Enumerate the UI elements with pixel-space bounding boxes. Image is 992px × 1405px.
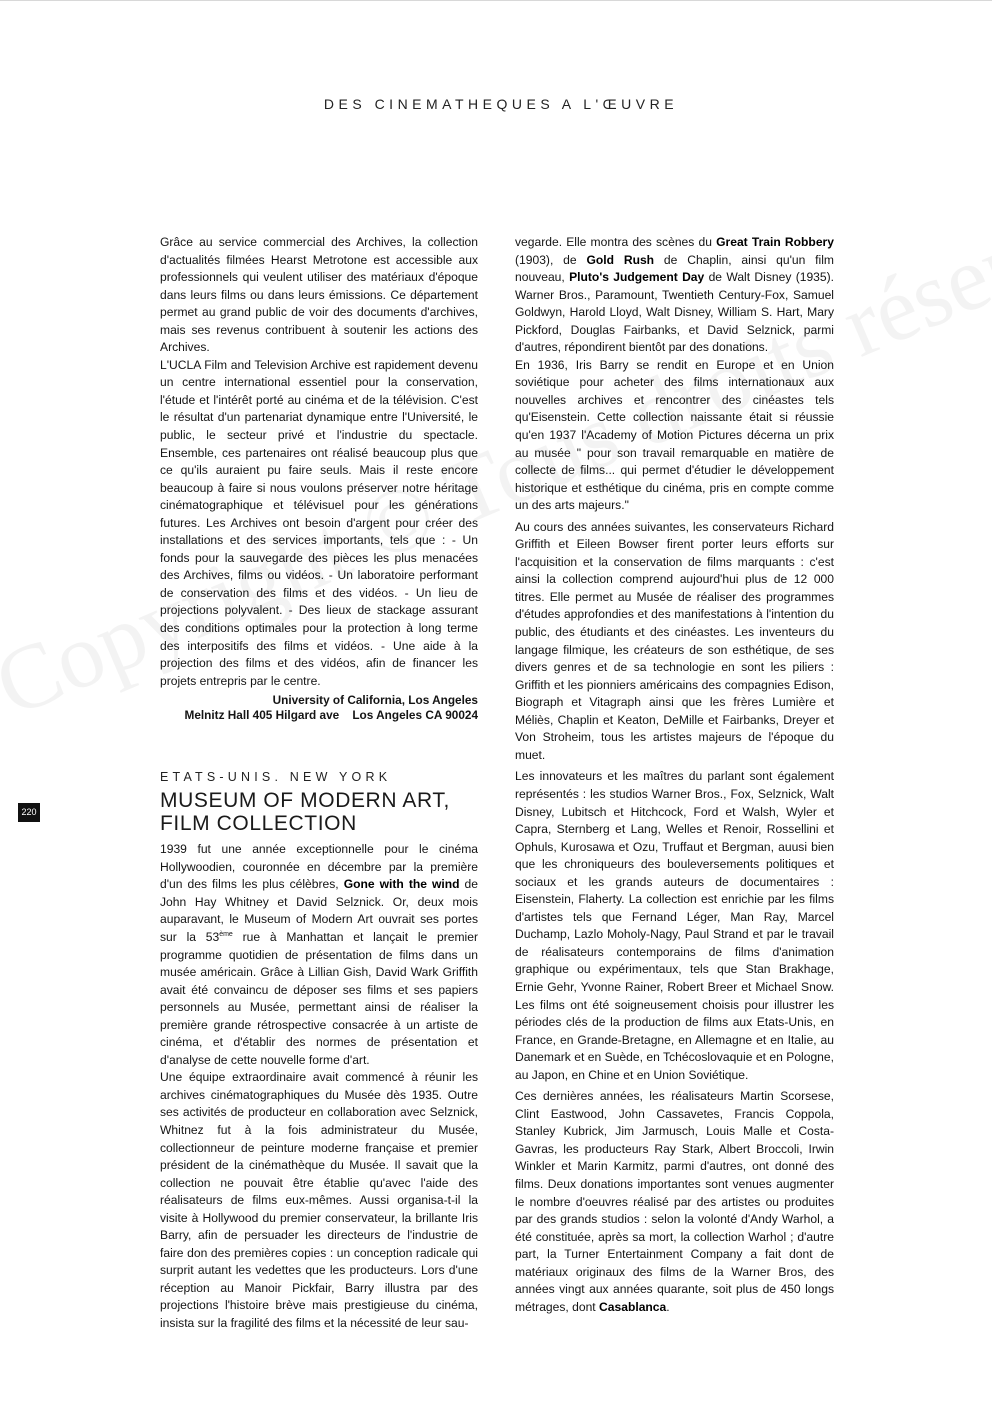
page-number: 220 [18,803,40,822]
ucla-paragraph-1: Grâce au service commercial des Archives, la collection d'actualités filmées Hearst Metrotone est accessible aux professionnels qui veulent utiliser des matériaux d'époque dans leurs films ou dans leurs émissions. Ce département permet au grand public de voir des documents d'archives, mais ses revenus contribuent à soutenir les actions des Archives. [160,235,478,355]
superscript: ème [219,930,233,938]
section-eyebrow: ETATS-UNIS. NEW YORK [160,770,392,785]
top-rule [0,0,992,6]
film-title-casablanca: Casablanca [599,1299,667,1314]
moma-paragraph-7 [515,1088,834,1316]
right-column [515,234,834,1316]
film-title-plutos-judgement-day: Pluto's Judgement Day [569,270,705,285]
film-title-great-train-robbery: Great Train Robbery [716,235,834,249]
section-title [160,789,478,835]
film-title-gold-rush: Gold Rush [586,252,655,267]
text-run: de John Hay Whitney et David Selznick. Or, deux mois auparavant, le Museum of Modern Art ouvrait ses portes sur la 53 [160,877,479,944]
text-run: . [666,1299,670,1314]
text-run: rue à Manhattan et lançait le premier programme quotidien de présentation de films dans un musée américain. Grâce à Lillian Gish, David Wark Griffith avait été convaincu de déposer ses films et ses papiers personnels au Musée, permettant ainsi de réaliser la première grande rétrospective consacrée à un artiste de cinéma, et d'établir des normes de présentation et d'analyse de cette nouvelle forme d'art. [160,929,478,1067]
ucla-paragraph-2: L'UCLA Film and Television Archive est rapidement devenu un centre international essentiel pour la conservation, l'étude et l'intérêt porté au cinéma et de la télévision. C'est le résultat d'un partenariat dynamique entre l'Université, le public, le secteur privé et l'industrie du spectacle. Ensemble, ces partenaires ont réalisé beaucoup plus que ce qu'ils auraient pu faire seuls. Mais il reste encore beaucoup à faire si nous voulons préserver notre héritage cinématographique et télévisuel pour les générations futures. Les Archives ont besoin d'argent pour créer des installations et des services importants, tels que : - Un fonds pour la sauvegarde des pièces les plus menacées des Archives, films ou vidéos. - Un laboratoire performant de conservation des films et des vidéos. - Un lieu de projections polyvalent. - Des lieux de stackage assurant des conditions optimales pour la protection à long terme des interpositifs des films et vidéos. - Une aide à la projection des films et des vidéos, afin de financer les projets entrepris par le centre. [160,357,478,688]
moma-paragraph-1 [160,841,478,1069]
moma-paragraph-5: Au cours des années suivantes, les conservateurs Richard Griffith et Eileen Bowser firent porter leurs efforts sur l'acquisition et la conservation de films marquants : c'est ainsi la collection comprend aujourd'hui plus de 12 000 titres. Elle permet au Musée de réaliser des programmes d'études approfondies et des manifestations à l'intention du public, des étudiants et des cinéastes. Les inventeurs du langage filmique, les créateurs de son esthétique, de ses divers genres et de sa technologie en sont les piliers : Griffith et les pionniers américains des compagnies Edison, Biograph et Vitagraph ainsi que les frères Lumière et Méliès, Chaplin et Keaton, DeMille et Fairbanks, Dreyer et Von Stroheim, tous les artistes majeurs de l'époque du muet. [515,519,834,762]
text-run: vegarde. Elle montra des scènes du [515,235,717,249]
film-title-gone-with-the-wind: Gone with the wind [343,877,460,892]
text-run: de Walt Disney (1935). Warner Bros., Paramount, Twentieth Century-Fox, Samuel Goldwyn, Harold Lloyd, Walt Disney, William S. Hart, Mary Pickford, Douglas Fairbanks, et David Selznick, parmi d'autres, répondirent bientôt par des donations. [515,270,835,355]
copyright-watermark [0,210,992,737]
text-run: (1903), de [515,252,587,267]
moma-paragraph-4: En 1936, Iris Barry se rendit en Europe et en Union soviétique pour acheter des films internationaux aux nouvelles archives et rencontrer des cinéastes tels qu'Eisenstein. Cette collection naissante était si réussie qu'en 1937 l'Academy of Motion Pictures décerna un prix au musée " pour son travail remarquable en matière de collecte de films... qui permet d'étudier le développement historique et esthétique du cinéma, pris en compte comme un des arts majeurs." [515,357,834,513]
ucla-address [160,693,478,723]
moma-paragraph-3 [515,234,834,357]
text-run: de Chaplin, ainsi qu'un film nouveau, [515,252,834,285]
left-column [160,234,478,1333]
moma-paragraph-2: Une équipe extraordinaire avait commencé à réunir les archives cinématographiques du Musée dès 1935. Outre ses activités de producteur en collaboration avec Selznick, Whitnez fut à la fois administrateur du Musée, collectionneur de peinture moderne française et premier président de la cinémathèque du Musée. Il savait que la collection ne pouvait être établie qu'avec l'aide des réalisateurs de films eux-mêmes. Aussi organisa-t-il la visite à Hollywood du premier conservateur, la brillante Iris Barry, afin de persuader les directeurs de l'industrie de faire don des premières copies : un conception radicale qui surprit autant les vedettes que les producteurs. Lors d'une réception au Manoir Pickfair, Barry illustra par des projections l'histoire brève mais prestigieuse du cinéma, insista sur la fragilité des films et la nécessité de leur sau- [160,1070,478,1330]
running-header: DES CINEMATHEQUES A L'ŒUVRE [323,96,679,112]
address-line-2: Melnitz Hall 405 Hilgard ave Los Angeles CA 90024 [184,708,478,723]
moma-paragraph-6: Les innovateurs et les maîtres du parlant sont également représentés : les studios Warner Bros., Fox, Selznick, Walt Disney, Lubitsch et Hitchcock, Ford et Walsh, Wyler et Capra, Sternberg et Lang, Welles et Renoir, Rossellini et Ophuls, Kurosawa et Ozu, Truffaut et Bergman, auusi bien que les chroniqueurs des bouleversements politiques et sociaux et les grands auteurs de documentaires : Eisenstein, Flaherty. La collection est enrichie par les films d'artistes tels que Fernand Léger, Man Ray, Marcel Duchamp, Lazlo Moholy-Nagy, Paul Strand et par le travail de réalisateurs contemporains de films d'animation graphique ou expérimentaux, tels que Stan Brakhage, Ernie Gehr, Yvonne Rainer, Robert Breer et Michael Snow. Les films ont été soigneusement choisis pour illustrer les périodes clés de la production de films aux Etats-Unis, en France, en Grande-Bretagne, en Allemagne et en Italie, au Danemark et en Suède, en Tchécoslovaquie et en Pologne, au Japon, en Chine et en Union Soviétique. [515,769,834,1082]
address-line-1: University of California, Los Angeles [272,693,478,708]
text-run: 1939 fut une année exceptionnelle pour le cinéma Hollywoodien, couronnée en décembre par la première d'un des films les plus célèbres, [160,842,478,892]
section-title-line-1: MUSEUM OF MODERN ART, [160,789,450,813]
text-run: Ces dernières années, les réalisateurs Martin Scorsese, Clint Eastwood, John Cassavetes, Francis Coppola, Stanley Kubrick, Jim Jarmusch, Louis Malle et Costa-Gavras, les producteurs Ray Stark, Albert Broccoli, Irwin Winkler et Marin Karmitz, parmi d'autres, ont donné des films. Deux donations importantes sont venues augmenter le nombre d'oeuvres réalisé par des artistes ou produites par des grands studios : selon la volonté d'Andy Warhol, a été constituée, après sa mort, la collection Warhol ; d'autre part, la Turner Entertainment Company a fait dont de matériaux originaux des films de la Warner Bros, des années vingt aux années quarante, soit plus de 450 longs métrages, dont [515,1089,834,1314]
section-title-line-2: FILM COLLECTION [160,812,357,836]
